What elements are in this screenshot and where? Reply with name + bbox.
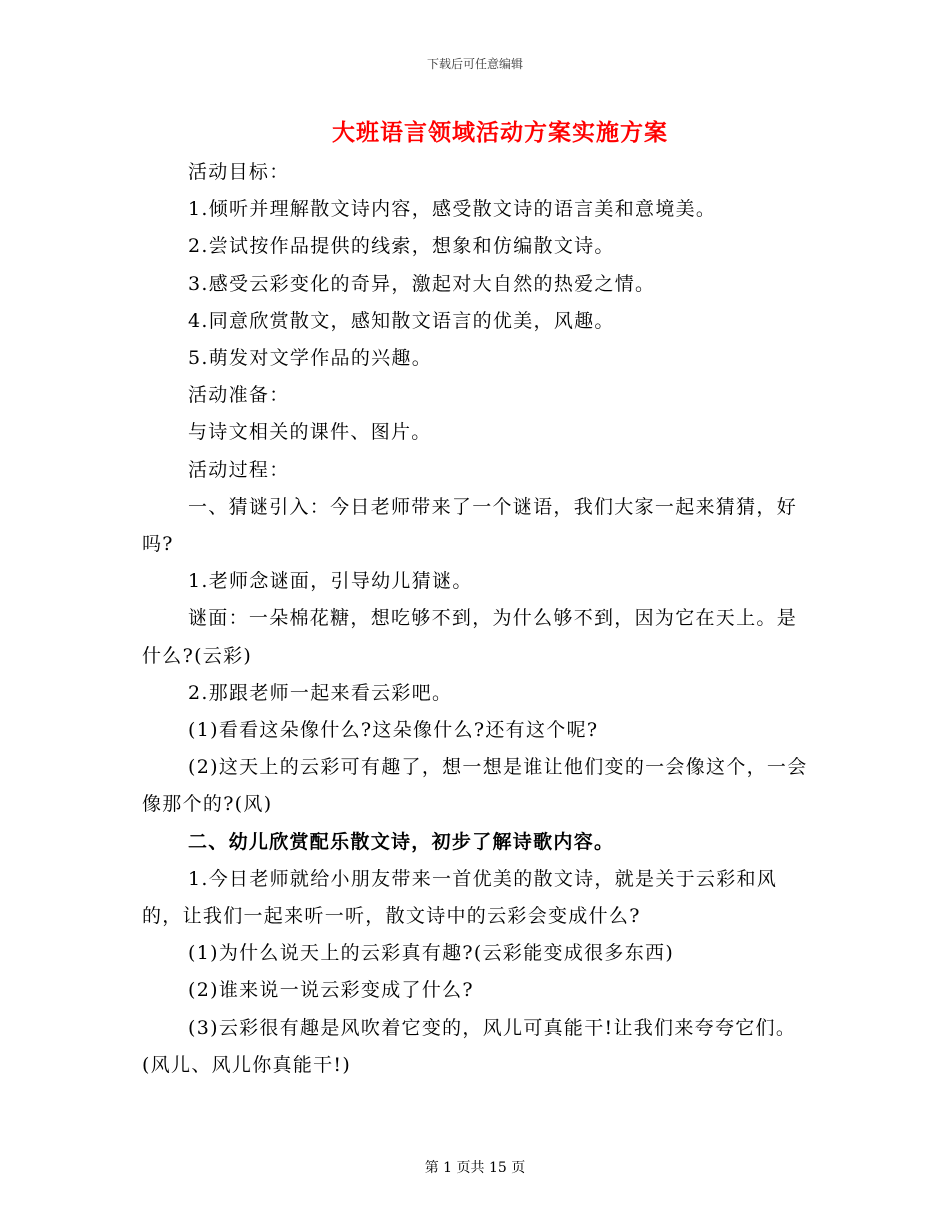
goal-item-5: 5.萌发对文学作品的兴趣。 — [188, 347, 433, 370]
question-item: (3)云彩很有趣是风吹着它变的，风儿可真能干!让我们来夸夸它们。(风儿、风儿你真能干!) — [142, 1016, 797, 1076]
goal-item-3: 3.感受云彩变化的奇异，激起对大自然的热爱之情。 — [188, 272, 656, 295]
section-heading-preparation: 活动准备： — [188, 384, 290, 407]
goal-item-1: 1.倾听并理解散文诗内容，感受散文诗的语言美和意境美。 — [188, 198, 717, 221]
question-item: (2)这天上的云彩可有趣了，想一想是谁让他们变的一会像这个，一会像那个的?(风) — [142, 756, 808, 816]
question-item: (1)看看这朵像什么?这朵像什么?还有这个呢? — [188, 719, 599, 742]
page-footer: 第 1 页共 15 页 — [424, 1160, 526, 1176]
process-step-1: 一、猜谜引入：今日老师带来了一个谜语，我们大家一起来猜猜，好吗? — [142, 495, 798, 556]
section-heading-process: 活动过程： — [188, 458, 290, 481]
question-item: (2)谁来说一说云彩变成了什么? — [188, 979, 474, 1002]
process-substep: 1.今日老师就给小朋友带来一首优美的散文诗，就是关于云彩和风的，让我们一起来听一听，散文诗中的云彩会变成什么? — [142, 867, 778, 928]
document-title: 大班语言领域活动方案实施方案 — [332, 119, 668, 146]
process-substep: 1.老师念谜面，引导幼儿猜谜。 — [188, 570, 473, 593]
section-heading-goals: 活动目标： — [188, 161, 290, 183]
question-item: (1)为什么说天上的云彩真有趣?(云彩能变成很多东西) — [188, 942, 675, 965]
riddle-text: 谜面：一朵棉花糖，想吃够不到，为什么够不到，因为它在天上。是什么?(云彩) — [142, 607, 798, 667]
header-note: 下载后可任意编辑 — [426, 57, 523, 71]
document-body — [142, 154, 812, 1084]
process-substep: 2.那跟老师一起来看云彩吧。 — [188, 681, 453, 704]
process-step-2: 二、幼儿欣赏配乐散文诗，初步了解诗歌内容。 — [188, 830, 615, 853]
goal-item-2: 2.尝试按作品提供的线索，想象和仿编散文诗。 — [188, 235, 615, 258]
goal-item-4: 4.同意欣赏散文，感知散文语言的优美，风趣。 — [188, 309, 615, 332]
preparation-text: 与诗文相关的课件、图片。 — [188, 421, 432, 444]
